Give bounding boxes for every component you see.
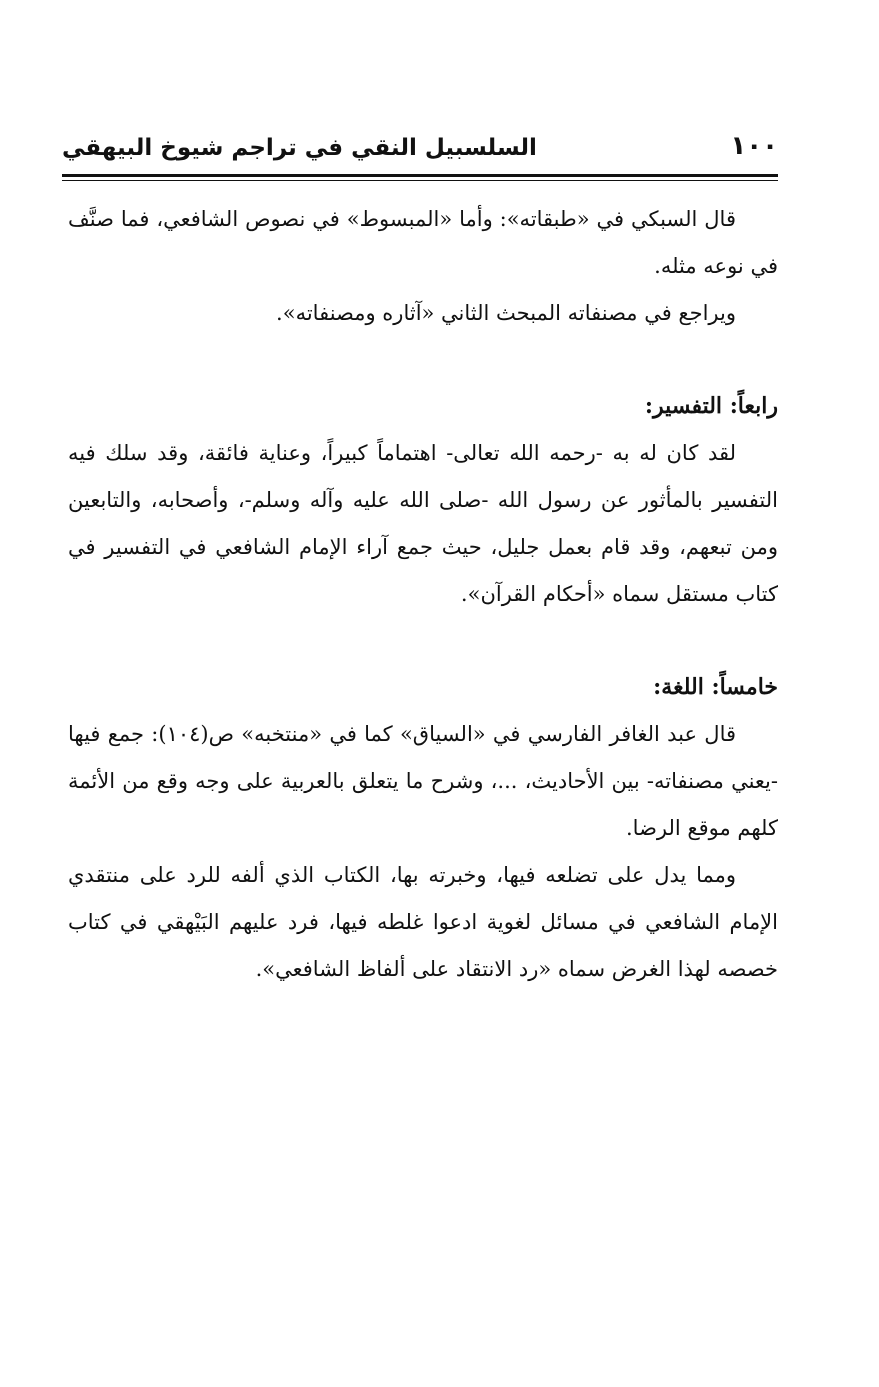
running-header <box>62 128 778 172</box>
paragraph-subki-quote: قال السبكي في «طبقاته»: وأما «المبسوط» في نصوص الشافعي، فما صنَّف في نوعه مثله. <box>68 207 778 278</box>
page-number: ١٠٠ <box>730 131 778 161</box>
paragraph-language-book: ومما يدل على تضلعه فيها، وخبرته بها، الكتاب الذي ألفه للرد على منتقدي الإمام الشافعي في مسائل لغوية ادعوا غلطه فيها، فرد عليهم البَيْهقي في كتاب خصصه لهذا الغرض سماه «رد الانتقاد على ألفاظ الشافعي». <box>68 863 778 981</box>
paragraph-reference: ويراجع في مصنفاته المبحث الثاني «آثاره ومصنفاته». <box>276 301 736 325</box>
page-body <box>68 196 778 1316</box>
header-rule-thick <box>62 174 778 177</box>
section-heading-language: خامساً: اللغة: <box>653 674 778 700</box>
paragraph-farisi-quote: قال عبد الغافر الفارسي في «السياق» كما في «منتخبه» ص(١٠٤): جمع فيها -يعني مصنفاته- بين الأحاديث، ...، وشرح ما يتعلق بالعربية على وجه وقع من الأئمة كلهم موقع الرضا. <box>68 722 778 840</box>
paragraph-tafsir: لقد كان له به -رحمه الله تعالى- اهتماماً كبيراً، وعناية فائقة، وقد سلك فيه التفسير بالمأثور عن رسول الله -صلى الله عليه وآله وسلم-، وأصحابه، والتابعين ومن تبعهم، وقد قام بعمل جليل، حيث جمع آراء الإمام الشافعي في التفسير في كتاب مستقل سماه «أحكام القرآن». <box>68 441 778 606</box>
header-rule-thin <box>62 180 778 181</box>
book-title: السلسبيل النقي في تراجم شيوخ البيهقي <box>62 135 537 161</box>
section-heading-tafsir: رابعاً: التفسير: <box>644 393 778 419</box>
